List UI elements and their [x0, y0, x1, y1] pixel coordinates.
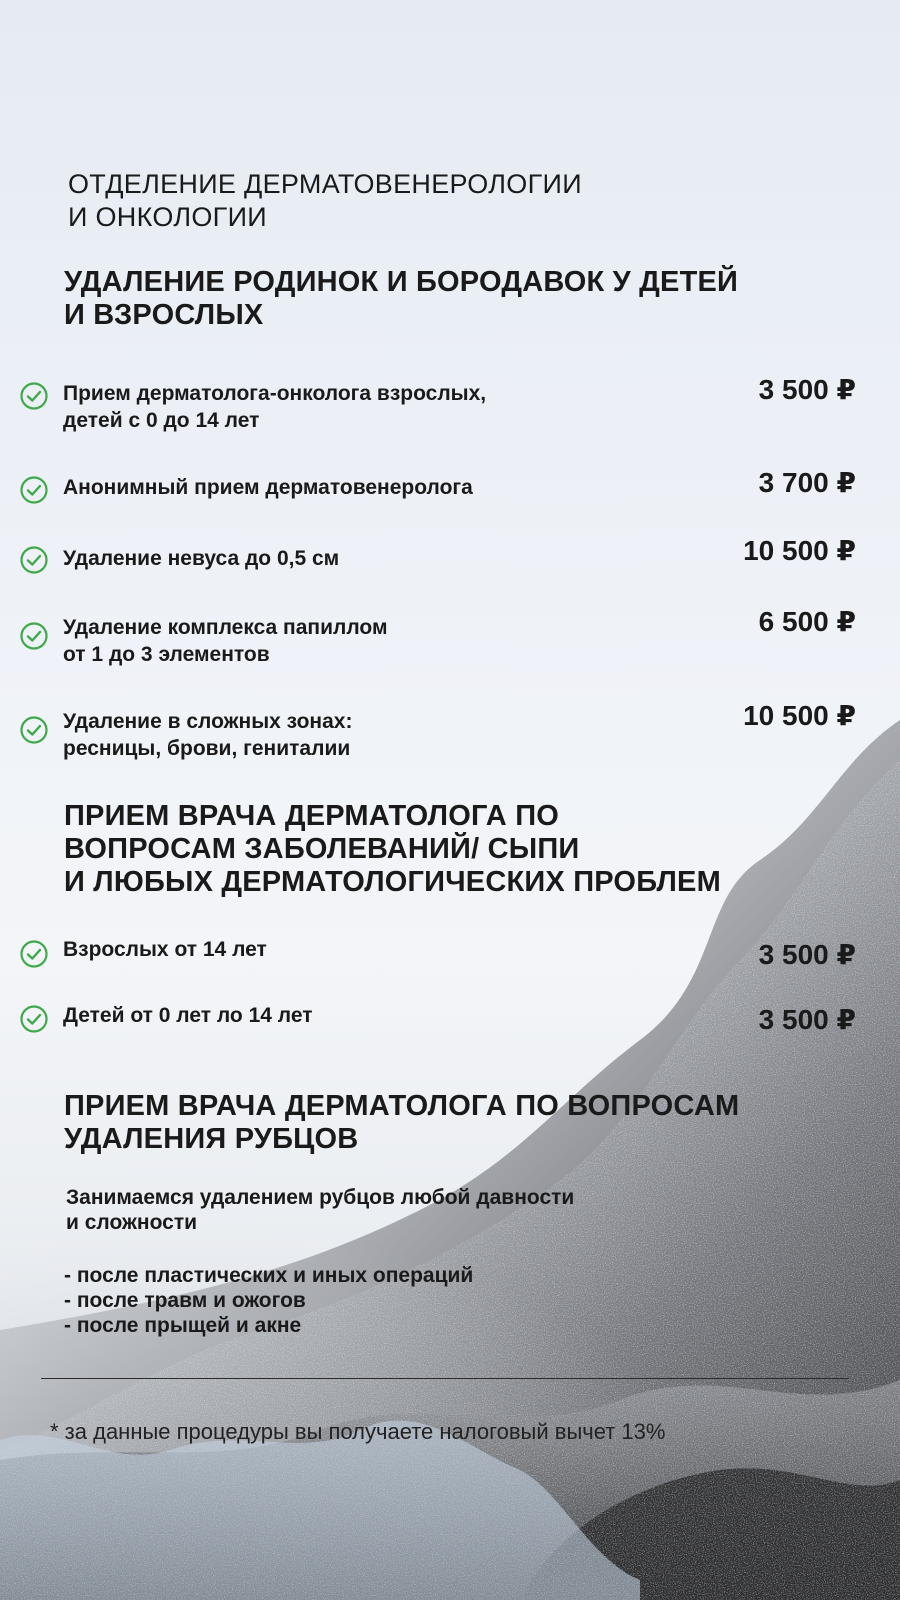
- section2-title: [64, 800, 824, 899]
- check-circle-icon: [19, 621, 49, 651]
- list-item: - после пластических и иных операций: [64, 1264, 474, 1287]
- service-price: 3 500 ₽: [758, 939, 856, 970]
- section3-title-line1: ПРИЕМ ВРАЧА ДЕРМАТОЛОГА ПО ВОПРОСАМ: [64, 1090, 740, 1122]
- service-name: Взрослых от 14 лет: [63, 938, 267, 961]
- service-name: Удаление невуса до 0,5 см: [63, 547, 340, 570]
- list-item: - после прыщей и акне: [64, 1314, 302, 1337]
- service-name: Детей от 0 лет ло 14 лет: [63, 1004, 313, 1027]
- check-circle-icon: [19, 939, 49, 969]
- service-price: 6 500 ₽: [758, 606, 856, 637]
- section2-title-line3: И ЛЮБЫХ ДЕРМАТОЛОГИЧЕСКИХ ПРОБЛЕМ: [64, 866, 721, 898]
- divider: [41, 1378, 849, 1379]
- section3-title: [64, 1090, 824, 1156]
- check-circle-icon: [19, 1004, 49, 1034]
- section2-title-line1: ПРИЕМ ВРАЧА ДЕРМАТОЛОГА ПО: [64, 800, 559, 832]
- department-title-line2: И ОНКОЛОГИИ: [68, 202, 267, 232]
- service-name: Удаление комплекса папиллом от 1 до 3 элементов: [63, 616, 388, 666]
- service-name: Анонимный прием дерматовенеролога: [63, 476, 473, 499]
- section3-description: Занимаемся удалением рубцов любой давности и сложности: [66, 1186, 575, 1234]
- section2-title-line2: ВОПРОСАМ ЗАБОЛЕВАНИЙ/ СЫПИ: [64, 833, 580, 865]
- check-circle-icon: [19, 715, 49, 745]
- check-circle-icon: [19, 381, 49, 411]
- service-name: Прием дерматолога-онколога взрослых, детей с 0 до 14 лет: [63, 382, 487, 432]
- scar-removal-list: [64, 1263, 704, 1338]
- service-price: 10 500 ₽: [743, 535, 856, 566]
- section1-title-line1: УДАЛЕНИЕ РОДИНОК И БОРОДАВОК У ДЕТЕЙ: [64, 266, 739, 298]
- footnote: * за данные процедуры вы получаете налоговый вычет 13%: [50, 1419, 666, 1444]
- department-title: [68, 168, 768, 234]
- section1-title-line2: И ВЗРОСЛЫХ: [64, 299, 264, 331]
- service-price: 3 500 ₽: [758, 374, 856, 405]
- service-name: Удаление в сложных зонах: ресницы, брови, гениталии: [63, 710, 353, 760]
- check-circle-icon: [19, 475, 49, 505]
- section1-title: [64, 266, 824, 332]
- service-price: 3 500 ₽: [758, 1004, 856, 1035]
- department-title-line1: ОТДЕЛЕНИЕ ДЕРМАТОВЕНЕРОЛОГИИ: [68, 169, 582, 199]
- section3-title-line2: УДАЛЕНИЯ РУБЦОВ: [64, 1123, 359, 1155]
- service-price: 3 700 ₽: [758, 467, 856, 498]
- service-price: 10 500 ₽: [743, 700, 856, 731]
- check-circle-icon: [19, 545, 49, 575]
- list-item: - после травм и ожогов: [64, 1289, 306, 1312]
